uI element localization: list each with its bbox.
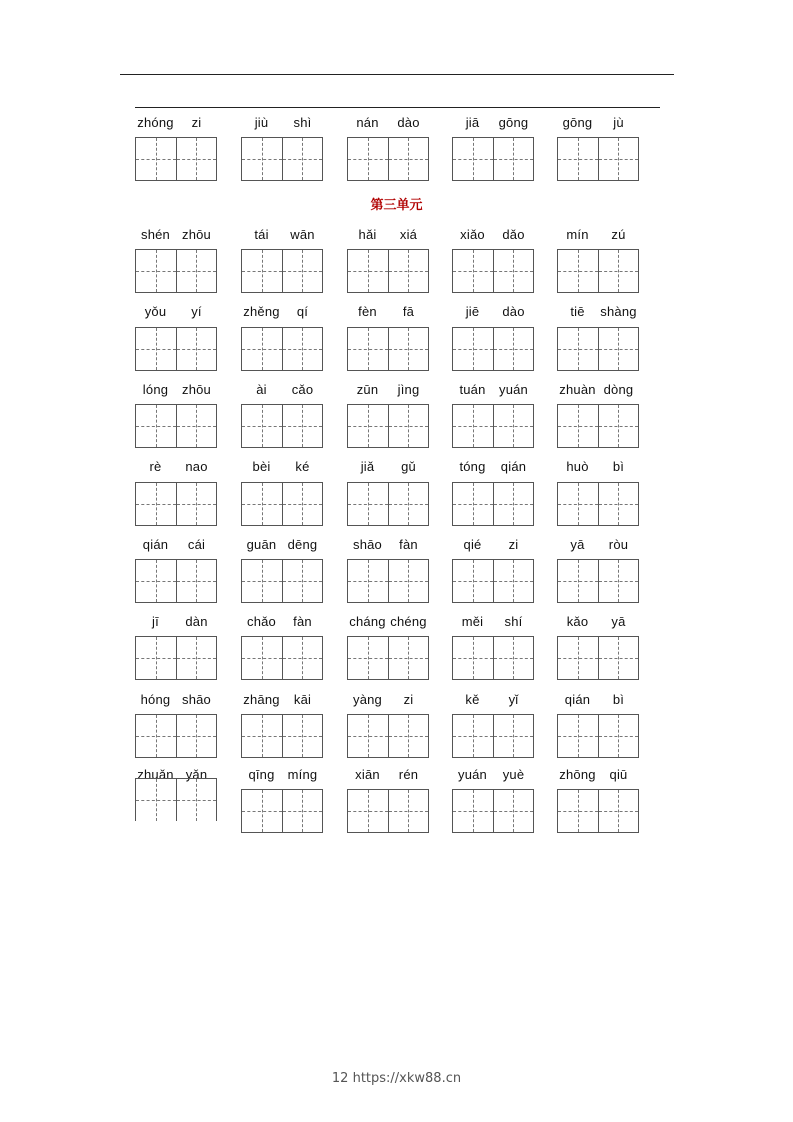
tianzige-writing-grid[interactable] xyxy=(452,789,534,833)
character-square[interactable] xyxy=(136,779,176,821)
character-square[interactable] xyxy=(176,405,217,447)
pinyin-syllable: ròu xyxy=(608,537,629,552)
character-square[interactable] xyxy=(388,138,429,180)
pinyin-syllable: xiǎo xyxy=(460,227,485,242)
pinyin-label xyxy=(557,537,639,553)
character-square[interactable] xyxy=(282,560,323,602)
character-square[interactable] xyxy=(453,560,493,602)
pinyin-label xyxy=(452,227,534,243)
pinyin-label xyxy=(241,227,323,243)
pinyin-label xyxy=(557,614,639,630)
tianzige-writing-grid[interactable] xyxy=(241,559,323,603)
pinyin-syllable: zi xyxy=(508,537,519,552)
page-footer: 12 https://xkw88.cn xyxy=(331,1071,462,1086)
tianzige-writing-grid[interactable] xyxy=(557,636,639,680)
pinyin-label xyxy=(241,382,323,398)
pinyin-label xyxy=(557,304,639,320)
tianzige-writing-grid[interactable] xyxy=(557,482,639,526)
tianzige-writing-grid[interactable] xyxy=(452,137,534,181)
tianzige-writing-grid[interactable] xyxy=(241,327,323,371)
character-square[interactable] xyxy=(598,483,639,525)
pinyin-label xyxy=(347,382,429,398)
pinyin-label xyxy=(347,227,429,243)
character-square[interactable] xyxy=(388,405,429,447)
pinyin-label xyxy=(452,115,534,131)
tianzige-writing-grid[interactable] xyxy=(135,636,217,680)
pinyin-label xyxy=(452,459,534,475)
pinyin-label xyxy=(241,692,323,708)
pinyin-syllable: shàng xyxy=(600,304,637,319)
pinyin-syllable: kǎo xyxy=(566,614,589,629)
character-square[interactable] xyxy=(176,560,217,602)
character-square[interactable] xyxy=(453,138,493,180)
tianzige-writing-grid[interactable] xyxy=(557,137,639,181)
pinyin-label xyxy=(135,692,217,708)
character-square[interactable] xyxy=(453,790,493,832)
character-square[interactable] xyxy=(558,405,598,447)
pinyin-syllable: tiē xyxy=(570,304,585,319)
character-square[interactable] xyxy=(348,715,388,757)
character-square[interactable] xyxy=(493,790,534,832)
pinyin-syllable: měi xyxy=(461,614,484,629)
character-square[interactable] xyxy=(282,637,323,679)
pinyin-syllable: dào xyxy=(502,304,525,319)
character-square[interactable] xyxy=(493,560,534,602)
tianzige-writing-grid[interactable] xyxy=(452,249,534,293)
pinyin-syllable: rè xyxy=(149,459,162,474)
character-square[interactable] xyxy=(136,560,176,602)
pinyin-label xyxy=(347,304,429,320)
character-square[interactable] xyxy=(598,250,639,292)
character-square[interactable] xyxy=(176,250,217,292)
character-square[interactable] xyxy=(282,138,323,180)
pinyin-syllable: gōng xyxy=(562,115,593,130)
pinyin-syllable: yuán xyxy=(458,767,487,782)
pinyin-label xyxy=(452,304,534,320)
pinyin-syllable: qí xyxy=(296,304,309,319)
pinyin-label xyxy=(135,382,217,398)
tianzige-writing-grid[interactable] xyxy=(452,482,534,526)
character-square[interactable] xyxy=(453,250,493,292)
tianzige-writing-grid[interactable] xyxy=(452,327,534,371)
pinyin-syllable: bèi xyxy=(252,459,271,474)
pinyin-label xyxy=(557,227,639,243)
character-square[interactable] xyxy=(493,138,534,180)
character-square[interactable] xyxy=(176,715,217,757)
section-title: 第三单元 xyxy=(370,198,423,213)
pinyin-syllable: fàn xyxy=(293,614,312,629)
pinyin-syllable: tuán xyxy=(459,382,486,397)
character-square[interactable] xyxy=(493,483,534,525)
pinyin-syllable: jiù xyxy=(254,115,269,130)
character-square[interactable] xyxy=(348,328,388,370)
character-square[interactable] xyxy=(242,250,282,292)
character-square[interactable] xyxy=(282,483,323,525)
character-square[interactable] xyxy=(136,405,176,447)
character-square[interactable] xyxy=(348,250,388,292)
pinyin-syllable: zhōu xyxy=(182,227,211,242)
pinyin-label xyxy=(347,459,429,475)
character-square[interactable] xyxy=(348,560,388,602)
pinyin-syllable: zūn xyxy=(356,382,379,397)
character-square[interactable] xyxy=(598,637,639,679)
pinyin-syllable: hóng xyxy=(140,692,171,707)
pinyin-syllable: shāo xyxy=(353,537,382,552)
pinyin-syllable: jiā xyxy=(465,115,480,130)
pinyin-syllable: cháng xyxy=(349,614,386,629)
tianzige-writing-grid[interactable] xyxy=(557,327,639,371)
pinyin-syllable: zi xyxy=(191,115,202,130)
character-square[interactable] xyxy=(136,637,176,679)
character-square[interactable] xyxy=(453,483,493,525)
character-square[interactable] xyxy=(558,715,598,757)
tianzige-writing-grid[interactable] xyxy=(241,249,323,293)
pinyin-syllable: jìng xyxy=(397,382,420,397)
pinyin-label xyxy=(452,692,534,708)
pinyin-syllable: yǎn xyxy=(185,767,208,782)
character-square[interactable] xyxy=(388,328,429,370)
character-square[interactable] xyxy=(598,328,639,370)
character-square[interactable] xyxy=(493,715,534,757)
tianzige-writing-grid[interactable] xyxy=(452,714,534,758)
character-square[interactable] xyxy=(598,138,639,180)
character-square[interactable] xyxy=(388,560,429,602)
pinyin-syllable: jù xyxy=(613,115,624,130)
character-square[interactable] xyxy=(453,405,493,447)
tianzige-writing-grid[interactable] xyxy=(135,559,217,603)
pinyin-syllable: míng xyxy=(287,767,318,782)
top-rule xyxy=(120,74,674,75)
character-square[interactable] xyxy=(453,328,493,370)
pinyin-syllable: qiū xyxy=(609,767,628,782)
pinyin-syllable: dào xyxy=(397,115,420,130)
pinyin-syllable: qián xyxy=(564,692,591,707)
pinyin-syllable: cǎo xyxy=(291,382,314,397)
character-square[interactable] xyxy=(282,790,323,832)
pinyin-label xyxy=(135,459,217,475)
pinyin-syllable: dàn xyxy=(185,614,208,629)
pinyin-label xyxy=(135,115,217,131)
pinyin-syllable: dòng xyxy=(603,382,634,397)
pinyin-syllable: huò xyxy=(566,459,589,474)
pinyin-syllable: yǒu xyxy=(144,304,167,319)
pinyin-syllable: jī xyxy=(152,614,159,629)
pinyin-syllable: dēng xyxy=(287,537,318,552)
pinyin-syllable: dǎo xyxy=(502,227,525,242)
pinyin-syllable: rén xyxy=(398,767,419,782)
pinyin-syllable: yā xyxy=(570,537,585,552)
pinyin-syllable: lóng xyxy=(142,382,169,397)
character-square[interactable] xyxy=(453,637,493,679)
pinyin-label xyxy=(241,115,323,131)
pinyin-syllable: zi xyxy=(403,692,414,707)
pinyin-label xyxy=(557,767,639,783)
pinyin-syllable: gōng xyxy=(498,115,529,130)
character-square[interactable] xyxy=(558,790,598,832)
pinyin-syllable: yā xyxy=(611,614,626,629)
pinyin-syllable: zhóng xyxy=(137,115,174,130)
character-square[interactable] xyxy=(558,138,598,180)
pinyin-syllable: mín xyxy=(566,227,589,242)
pinyin-label xyxy=(557,115,639,131)
pinyin-syllable: kě xyxy=(465,692,480,707)
tianzige-writing-grid[interactable] xyxy=(241,482,323,526)
pinyin-syllable: nao xyxy=(185,459,208,474)
character-square[interactable] xyxy=(598,790,639,832)
character-square[interactable] xyxy=(176,637,217,679)
tianzige-writing-grid[interactable] xyxy=(241,404,323,448)
character-square[interactable] xyxy=(493,405,534,447)
pinyin-syllable: jiǎ xyxy=(360,459,375,474)
pinyin-syllable: zhōng xyxy=(559,767,596,782)
character-square[interactable] xyxy=(176,483,217,525)
pinyin-label xyxy=(452,767,534,783)
character-square[interactable] xyxy=(348,405,388,447)
pinyin-syllable: shāo xyxy=(182,692,211,707)
tianzige-writing-grid[interactable] xyxy=(241,137,323,181)
pinyin-label xyxy=(557,692,639,708)
tianzige-writing-grid[interactable] xyxy=(557,789,639,833)
pinyin-syllable: yuán xyxy=(499,382,528,397)
tianzige-writing-grid[interactable] xyxy=(347,137,429,181)
pinyin-syllable: zhuàn xyxy=(559,382,596,397)
tianzige-writing-grid[interactable] xyxy=(557,404,639,448)
pinyin-syllable: fā xyxy=(402,304,415,319)
character-square[interactable] xyxy=(282,250,323,292)
character-square[interactable] xyxy=(282,715,323,757)
pinyin-syllable: yuè xyxy=(502,767,525,782)
pinyin-label xyxy=(557,382,639,398)
tianzige-writing-grid[interactable] xyxy=(347,482,429,526)
pinyin-syllable: kāi xyxy=(293,692,312,707)
character-square[interactable] xyxy=(282,328,323,370)
tianzige-writing-grid[interactable] xyxy=(241,714,323,758)
pinyin-syllable: qián xyxy=(500,459,527,474)
character-square[interactable] xyxy=(388,250,429,292)
pinyin-syllable: qīng xyxy=(248,767,275,782)
character-square[interactable] xyxy=(558,250,598,292)
tianzige-writing-grid[interactable] xyxy=(347,559,429,603)
pinyin-label xyxy=(241,767,323,783)
character-square[interactable] xyxy=(493,637,534,679)
pinyin-label xyxy=(347,537,429,553)
tianzige-writing-grid[interactable] xyxy=(452,559,534,603)
character-square[interactable] xyxy=(176,138,217,180)
pinyin-label xyxy=(241,459,323,475)
pinyin-syllable: shì xyxy=(293,115,312,130)
character-square[interactable] xyxy=(136,715,176,757)
pinyin-label xyxy=(452,537,534,553)
pinyin-syllable: fèn xyxy=(358,304,377,319)
pinyin-syllable: gǔ xyxy=(401,459,416,474)
pinyin-label xyxy=(347,614,429,630)
tianzige-writing-grid[interactable] xyxy=(452,636,534,680)
pinyin-syllable: zú xyxy=(611,227,626,242)
pinyin-syllable: zhuǎn xyxy=(137,767,174,782)
pinyin-label xyxy=(452,614,534,630)
character-square[interactable] xyxy=(388,637,429,679)
pinyin-syllable: hǎi xyxy=(358,227,377,242)
pinyin-syllable: guān xyxy=(246,537,277,552)
character-square[interactable] xyxy=(558,637,598,679)
character-square[interactable] xyxy=(242,138,282,180)
pinyin-label xyxy=(135,537,217,553)
tianzige-writing-grid[interactable] xyxy=(347,789,429,833)
pinyin-syllable: bì xyxy=(612,692,625,707)
pinyin-syllable: zhōu xyxy=(182,382,211,397)
tianzige-writing-grid[interactable] xyxy=(557,249,639,293)
pinyin-label xyxy=(557,459,639,475)
character-square[interactable] xyxy=(558,560,598,602)
tianzige-writing-grid[interactable] xyxy=(452,404,534,448)
character-square[interactable] xyxy=(598,405,639,447)
pinyin-syllable: qián xyxy=(142,537,169,552)
pinyin-label xyxy=(241,614,323,630)
pinyin-syllable: xiá xyxy=(399,227,418,242)
tianzige-writing-grid[interactable] xyxy=(135,778,217,821)
pinyin-syllable: yàng xyxy=(353,692,382,707)
character-square[interactable] xyxy=(348,790,388,832)
tianzige-writing-grid[interactable] xyxy=(135,404,217,448)
tianzige-writing-grid[interactable] xyxy=(241,789,323,833)
character-square[interactable] xyxy=(598,715,639,757)
character-square[interactable] xyxy=(136,483,176,525)
pinyin-syllable: chǎo xyxy=(247,614,276,629)
pinyin-syllable: tóng xyxy=(459,459,486,474)
pinyin-syllable: shí xyxy=(504,614,523,629)
pinyin-label xyxy=(241,537,323,553)
character-square[interactable] xyxy=(388,715,429,757)
character-square[interactable] xyxy=(136,138,176,180)
character-square[interactable] xyxy=(176,779,217,821)
character-square[interactable] xyxy=(136,250,176,292)
pinyin-syllable: wān xyxy=(290,227,315,242)
tianzige-writing-grid[interactable] xyxy=(135,482,217,526)
pinyin-label xyxy=(241,304,323,320)
character-square[interactable] xyxy=(348,483,388,525)
pinyin-label xyxy=(347,692,429,708)
character-square[interactable] xyxy=(558,483,598,525)
pinyin-syllable: fàn xyxy=(399,537,418,552)
pinyin-syllable: nán xyxy=(356,115,379,130)
pinyin-label xyxy=(135,227,217,243)
character-square[interactable] xyxy=(242,715,282,757)
character-square[interactable] xyxy=(176,328,217,370)
character-square[interactable] xyxy=(493,250,534,292)
pinyin-syllable: zhěng xyxy=(243,304,280,319)
character-square[interactable] xyxy=(136,328,176,370)
pinyin-syllable: xiān xyxy=(355,767,380,782)
tianzige-writing-grid[interactable] xyxy=(347,327,429,371)
pinyin-syllable: chéng xyxy=(390,614,427,629)
character-square[interactable] xyxy=(242,328,282,370)
character-square[interactable] xyxy=(453,715,493,757)
pinyin-syllable: cái xyxy=(187,537,206,552)
pinyin-syllable: ké xyxy=(295,459,310,474)
tianzige-writing-grid[interactable] xyxy=(347,714,429,758)
pinyin-syllable: tái xyxy=(254,227,269,242)
tianzige-writing-grid[interactable] xyxy=(557,714,639,758)
tianzige-writing-grid[interactable] xyxy=(557,559,639,603)
character-square[interactable] xyxy=(558,328,598,370)
tianzige-writing-grid[interactable] xyxy=(241,636,323,680)
tianzige-writing-grid[interactable] xyxy=(347,404,429,448)
pinyin-syllable: jiē xyxy=(465,304,480,319)
tianzige-writing-grid[interactable] xyxy=(347,636,429,680)
character-square[interactable] xyxy=(242,637,282,679)
pinyin-syllable: zhāng xyxy=(243,692,280,707)
pinyin-syllable: shén xyxy=(141,227,170,242)
pinyin-syllable: qié xyxy=(463,537,482,552)
pinyin-label xyxy=(347,115,429,131)
character-square[interactable] xyxy=(493,328,534,370)
character-square[interactable] xyxy=(242,405,282,447)
pinyin-syllable: ài xyxy=(256,382,267,397)
character-square[interactable] xyxy=(348,637,388,679)
character-square[interactable] xyxy=(242,560,282,602)
tianzige-writing-grid[interactable] xyxy=(135,714,217,758)
pinyin-syllable: bì xyxy=(612,459,625,474)
character-square[interactable] xyxy=(388,790,429,832)
tianzige-writing-grid[interactable] xyxy=(135,327,217,371)
character-square[interactable] xyxy=(242,790,282,832)
pinyin-label xyxy=(347,767,429,783)
pinyin-syllable: yí xyxy=(191,304,202,319)
pinyin-label xyxy=(135,304,217,320)
tianzige-writing-grid[interactable] xyxy=(347,249,429,293)
table-top-rule xyxy=(135,107,660,108)
pinyin-label xyxy=(452,382,534,398)
character-square[interactable] xyxy=(242,483,282,525)
tianzige-writing-grid[interactable] xyxy=(135,249,217,293)
pinyin-label xyxy=(135,614,217,630)
character-square[interactable] xyxy=(598,560,639,602)
tianzige-writing-grid[interactable] xyxy=(135,137,217,181)
character-square[interactable] xyxy=(348,138,388,180)
pinyin-syllable: yǐ xyxy=(508,692,519,707)
character-square[interactable] xyxy=(282,405,323,447)
character-square[interactable] xyxy=(388,483,429,525)
